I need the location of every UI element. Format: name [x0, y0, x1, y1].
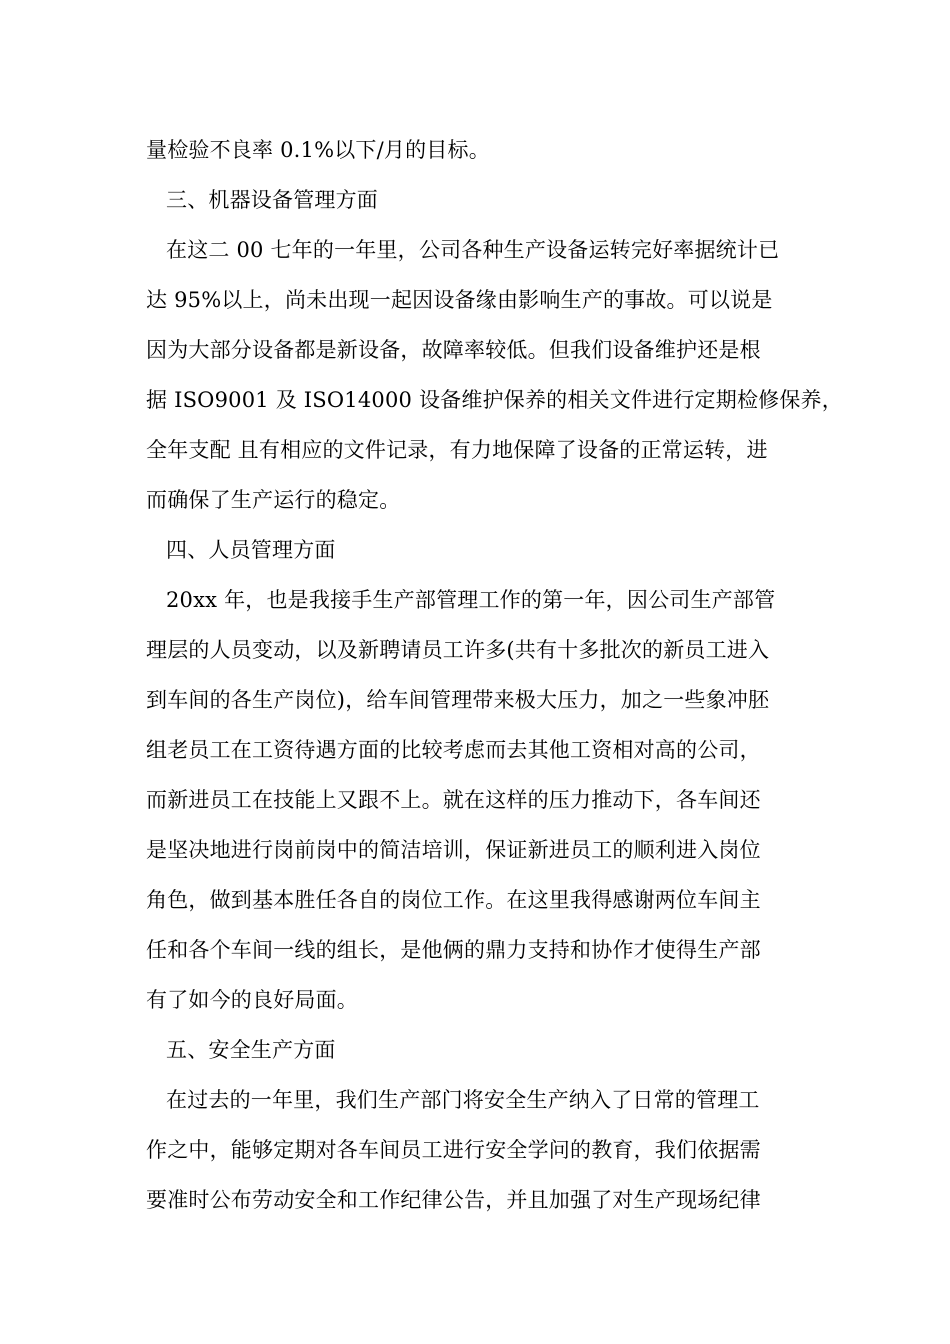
body-text-line: 量检验不良率 0.1%以下/月的目标。 [146, 138, 490, 162]
body-text-line: 角色，做到基本胜任各自的岗位工作。在这里我得感谢两位车间主 [146, 888, 761, 912]
body-text-line: 在过去的一年里，我们生产部门将安全生产纳入了日常的管理工 [166, 1088, 760, 1112]
body-text-line: 而新进员工在技能上又跟不上。就在这样的压力推动下，各车间还 [146, 788, 761, 812]
body-text-line: 是坚决地进行岗前岗中的简洁培训，保证新进员工的顺利进入岗位 [146, 838, 761, 862]
section-heading-personnel: 四、人员管理方面 [166, 538, 336, 562]
body-text-line: 到车间的各生产岗位)，给车间管理带来极大压力，加之一些象冲胚 [146, 688, 770, 712]
section-heading-safety: 五、安全生产方面 [166, 1038, 336, 1062]
body-text-line: 要准时公布劳动安全和工作纪律公告，并且加强了对生产现场纪律 [146, 1188, 761, 1212]
body-text-line: 理层的人员变动，以及新聘请员工许多(共有十多批次的新员工进入 [146, 638, 770, 662]
body-text-line: 而确保了生产运行的稳定。 [146, 488, 401, 512]
body-text-line: 在这二 00 七年的一年里，公司各种生产设备运转完好率据统计已 [166, 238, 780, 262]
body-text-line: 全年支配 且有相应的文件记录，有力地保障了设备的正常运转，进 [146, 438, 768, 462]
body-text-line: 组老员工在工资待遇方面的比较考虑而去其他工资相对高的公司， [146, 738, 761, 762]
body-text-line: 作之中，能够定期对各车间员工进行安全学问的教育，我们依据需 [146, 1138, 761, 1162]
body-text-line: 有了如今的良好局面。 [146, 988, 358, 1012]
body-text-line: 因为大部分设备都是新设备，故障率较低。但我们设备维护还是根 [146, 338, 761, 362]
section-heading-equipment: 三、机器设备管理方面 [166, 188, 378, 212]
body-text-line: 20xx 年，也是我接手生产部管理工作的第一年，因公司生产部管 [166, 588, 776, 612]
body-text-line: 任和各个车间一线的组长，是他俩的鼎力支持和协作才使得生产部 [146, 938, 761, 962]
body-text-line: 据 ISO9001 及 ISO14000 设备维护保养的相关文件进行定期检修保养， [146, 388, 843, 412]
body-text-line: 达 95%以上，尚未出现一起因设备缘由影响生产的事故。可以说是 [146, 288, 773, 312]
